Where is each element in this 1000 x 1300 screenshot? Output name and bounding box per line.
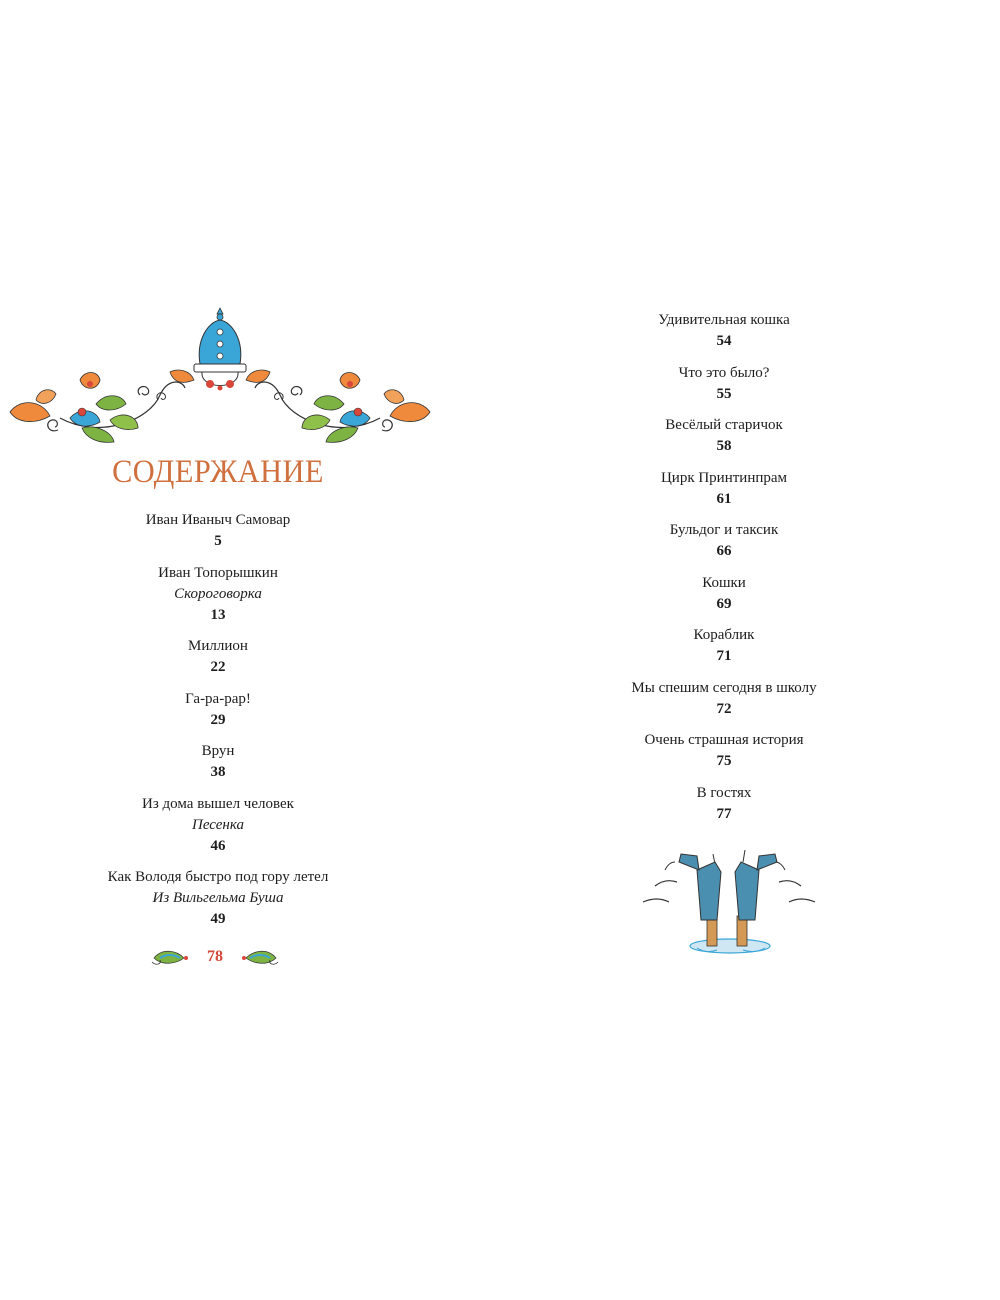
toc-entry-page-number: 77 (716, 805, 732, 822)
toc-entry-title: Из дома вышел человек (142, 795, 294, 812)
toc-entry-page-number: 49 (210, 911, 226, 927)
toc-entry (0, 794, 436, 857)
toc-entry-title: Иван Иваныч Самовар (145, 512, 291, 528)
toc-entry-title: Миллион (188, 638, 248, 654)
toc-entry (500, 520, 948, 562)
toc-entry-title: Как Володя быстро под гору летел (107, 869, 329, 885)
page-number: 78 (207, 948, 223, 965)
toc-entry-page-number: 38 (210, 764, 226, 780)
toc-entry-page-number: 29 (210, 711, 226, 728)
toc-entry (500, 730, 948, 772)
toc-entry (500, 415, 948, 457)
toc-entry (500, 783, 948, 825)
toc-entry-title: Бульдог и таксик (669, 522, 779, 538)
toc-entry (0, 563, 436, 626)
toc-entry-title: Цирк Принтинпрам (660, 469, 788, 486)
toc-entry-page-number: 71 (716, 648, 732, 664)
toc-entry-page-number: 75 (716, 753, 732, 769)
toc-entry-page-number: 66 (716, 543, 732, 559)
toc-entry-page-number: 5 (214, 533, 222, 549)
page-number-folio (150, 944, 280, 970)
toc-entry-subtitle: Песенка (192, 816, 244, 833)
boots-sticking-out-of-water-icon (635, 840, 825, 960)
toc-entry-page-number: 61 (716, 490, 732, 507)
toc-entry (500, 310, 948, 352)
toc-entry-page-number: 55 (716, 385, 732, 402)
toc-entry-title: В гостях (696, 784, 752, 801)
toc-list-right (500, 310, 948, 835)
toc-entry-page-number: 58 (716, 438, 732, 454)
toc-entry (0, 689, 436, 731)
toc-entry-title: Кораблик (693, 627, 755, 643)
toc-entry (500, 468, 948, 510)
toc-entry (0, 510, 436, 552)
toc-entry-title: Га-ра-рар! (185, 690, 251, 707)
toc-entry (0, 867, 436, 930)
toc-entry (0, 741, 436, 783)
toc-entry (500, 678, 948, 720)
toc-entry (500, 625, 948, 667)
toc-entry-title: Врун (201, 743, 235, 759)
toc-entry-subtitle: Скороговорка (174, 585, 262, 602)
toc-entry-page-number: 46 (210, 837, 226, 854)
toc-entry-page-number: 54 (716, 333, 732, 349)
toc-entry-title: Иван Топорышкин (158, 564, 278, 581)
toc-entry (0, 636, 436, 678)
folk-ornament-samovar-icon (0, 300, 440, 450)
toc-entry-title: Весёлый старичок (665, 417, 783, 433)
toc-entry-subtitle: Из Вильгельма Буша (152, 890, 284, 906)
toc-entry-page-number: 22 (210, 659, 226, 675)
toc-entry-title: Удивительная кошка (658, 312, 790, 328)
toc-title: СОДЕРЖАНИЕ (112, 454, 324, 490)
toc-entry-title: Кошки (702, 574, 746, 591)
toc-entry-page-number: 69 (716, 595, 732, 612)
toc-entry-page-number: 72 (716, 700, 732, 717)
toc-entry-title: Что это было? (678, 364, 770, 381)
toc-entry-title: Очень страшная история (644, 732, 804, 748)
toc-entry (500, 573, 948, 615)
toc-entry-page-number: 13 (210, 606, 226, 623)
toc-entry-title: Мы спешим сегодня в школу (631, 679, 817, 696)
right-page (500, 0, 1000, 1300)
toc-entry (500, 363, 948, 405)
toc-list-left (0, 510, 436, 941)
